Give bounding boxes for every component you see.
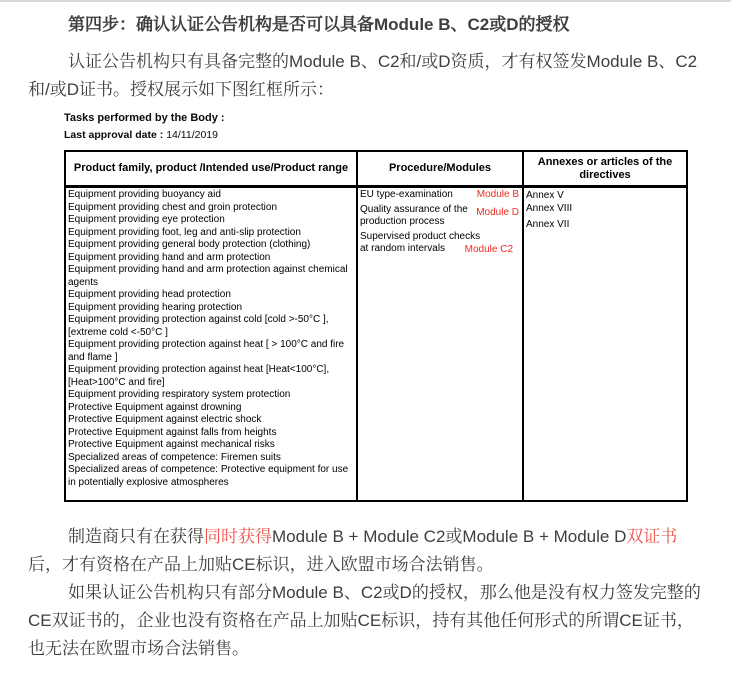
- product-item: Specialized areas of competence: Protective equipment for use in potentially explosive atmospheres: [68, 464, 349, 488]
- module-annotation: Module B: [476, 189, 519, 200]
- approval-date-line: [64, 129, 705, 141]
- table-body-row: [65, 187, 687, 502]
- procedure-item: [360, 231, 521, 256]
- approval-date-label: Last approval date :: [64, 129, 164, 141]
- product-item: Equipment providing protection against heat [Heat<100°C], [Heat>100°C and fire]: [68, 364, 330, 388]
- approval-date-value: 14/11/2019: [166, 129, 218, 141]
- product-item: Equipment providing hand and arm protection: [68, 251, 271, 263]
- red-highlight-text: 同时获得: [204, 527, 272, 546]
- body-text: Module B + Module C2或Module B + Module D: [272, 527, 627, 546]
- product-item: Equipment providing general body protection (clothing): [68, 239, 311, 250]
- annexes-cell: [523, 187, 687, 502]
- product-item: Equipment providing hearing protection: [68, 301, 242, 313]
- product-item: Specialized areas of competence: Firemen suits: [68, 451, 281, 463]
- authorization-table: [64, 150, 688, 502]
- paragraph-partial-authorization: 如果认证公告机构只有部分Module B、C2或D的授权，那么他是没有权力签发完整的CE双证书的，企业也没有资格在产品上加贴CE标识，持有其他任何形式的所谓CE证书，也无法在欧盟市场合法销售。: [28, 583, 701, 658]
- product-item: Equipment providing buoyancy aid: [68, 189, 221, 200]
- product-item: Protective Equipment against electric shock: [68, 414, 262, 425]
- procedure-text: EU type-examination: [360, 189, 453, 200]
- annex-item: Annex VII: [526, 219, 570, 230]
- certificate-screenshot: [64, 112, 705, 502]
- col-header-procedure-modules: Procedure/Modules: [357, 151, 523, 187]
- product-item: Equipment providing eye protection: [68, 214, 225, 225]
- product-item: Equipment providing protection against heat [ > 100°C and fire and flame ]: [68, 339, 345, 363]
- product-item: Equipment providing chest and groin protection: [68, 201, 278, 213]
- col-header-product-family: Product family, product /Intended use/Product range: [65, 151, 357, 187]
- module-annotation: Module C2: [464, 244, 513, 255]
- annex-item: Annex V: [526, 190, 564, 201]
- procedure-item: [360, 189, 521, 202]
- procedure-modules-cell: [357, 187, 523, 502]
- product-item: Protective Equipment against falls from heights: [68, 426, 277, 438]
- paragraph-manufacturer-requirement: [28, 523, 705, 579]
- product-item: Equipment providing protection against cold [cold >-50°C ], [extreme cold <-50°C ]: [68, 314, 329, 338]
- procedure-text: Quality assurance of the production process: [360, 203, 468, 227]
- tasks-performed-label: Tasks performed by the Body :: [64, 112, 225, 124]
- article: [0, 2, 731, 663]
- procedure-text: Supervised product checks at random intervals: [360, 230, 481, 254]
- procedure-item: [360, 204, 521, 229]
- red-highlight-text: 双证书: [626, 527, 678, 546]
- product-item: Protective Equipment against mechanical risks: [68, 439, 275, 450]
- intro-paragraph: 认证公告机构只有具备完整的Module B、C2和/或D资质，才有权签发Module B、C2和/或D证书。授权展示如下图红框所示：: [28, 52, 698, 99]
- annex-item: Annex VIII: [526, 203, 573, 214]
- product-item: Equipment providing foot, leg and anti-slip protection: [68, 226, 301, 238]
- body-text: 制造商只有在获得: [68, 527, 204, 546]
- product-item: Equipment providing respiratory system protection: [68, 389, 291, 400]
- product-item: Protective Equipment against drowning: [68, 401, 242, 413]
- col-header-annexes: Annexes or articles of the directives: [523, 151, 687, 187]
- table-header-row: [65, 151, 687, 187]
- body-text: 后，才有资格在产品上加贴CE标识，进入欧盟市场合法销售。: [28, 555, 494, 574]
- product-item: Equipment providing hand and arm protection against chemical agents: [68, 264, 348, 288]
- product-item: Equipment providing head protection: [68, 289, 231, 300]
- product-family-cell: [65, 187, 357, 502]
- module-annotation: Module D: [476, 206, 519, 218]
- article-title: 第四步：确认认证公告机构是否可以具备Module B、C2或D的授权: [68, 15, 570, 34]
